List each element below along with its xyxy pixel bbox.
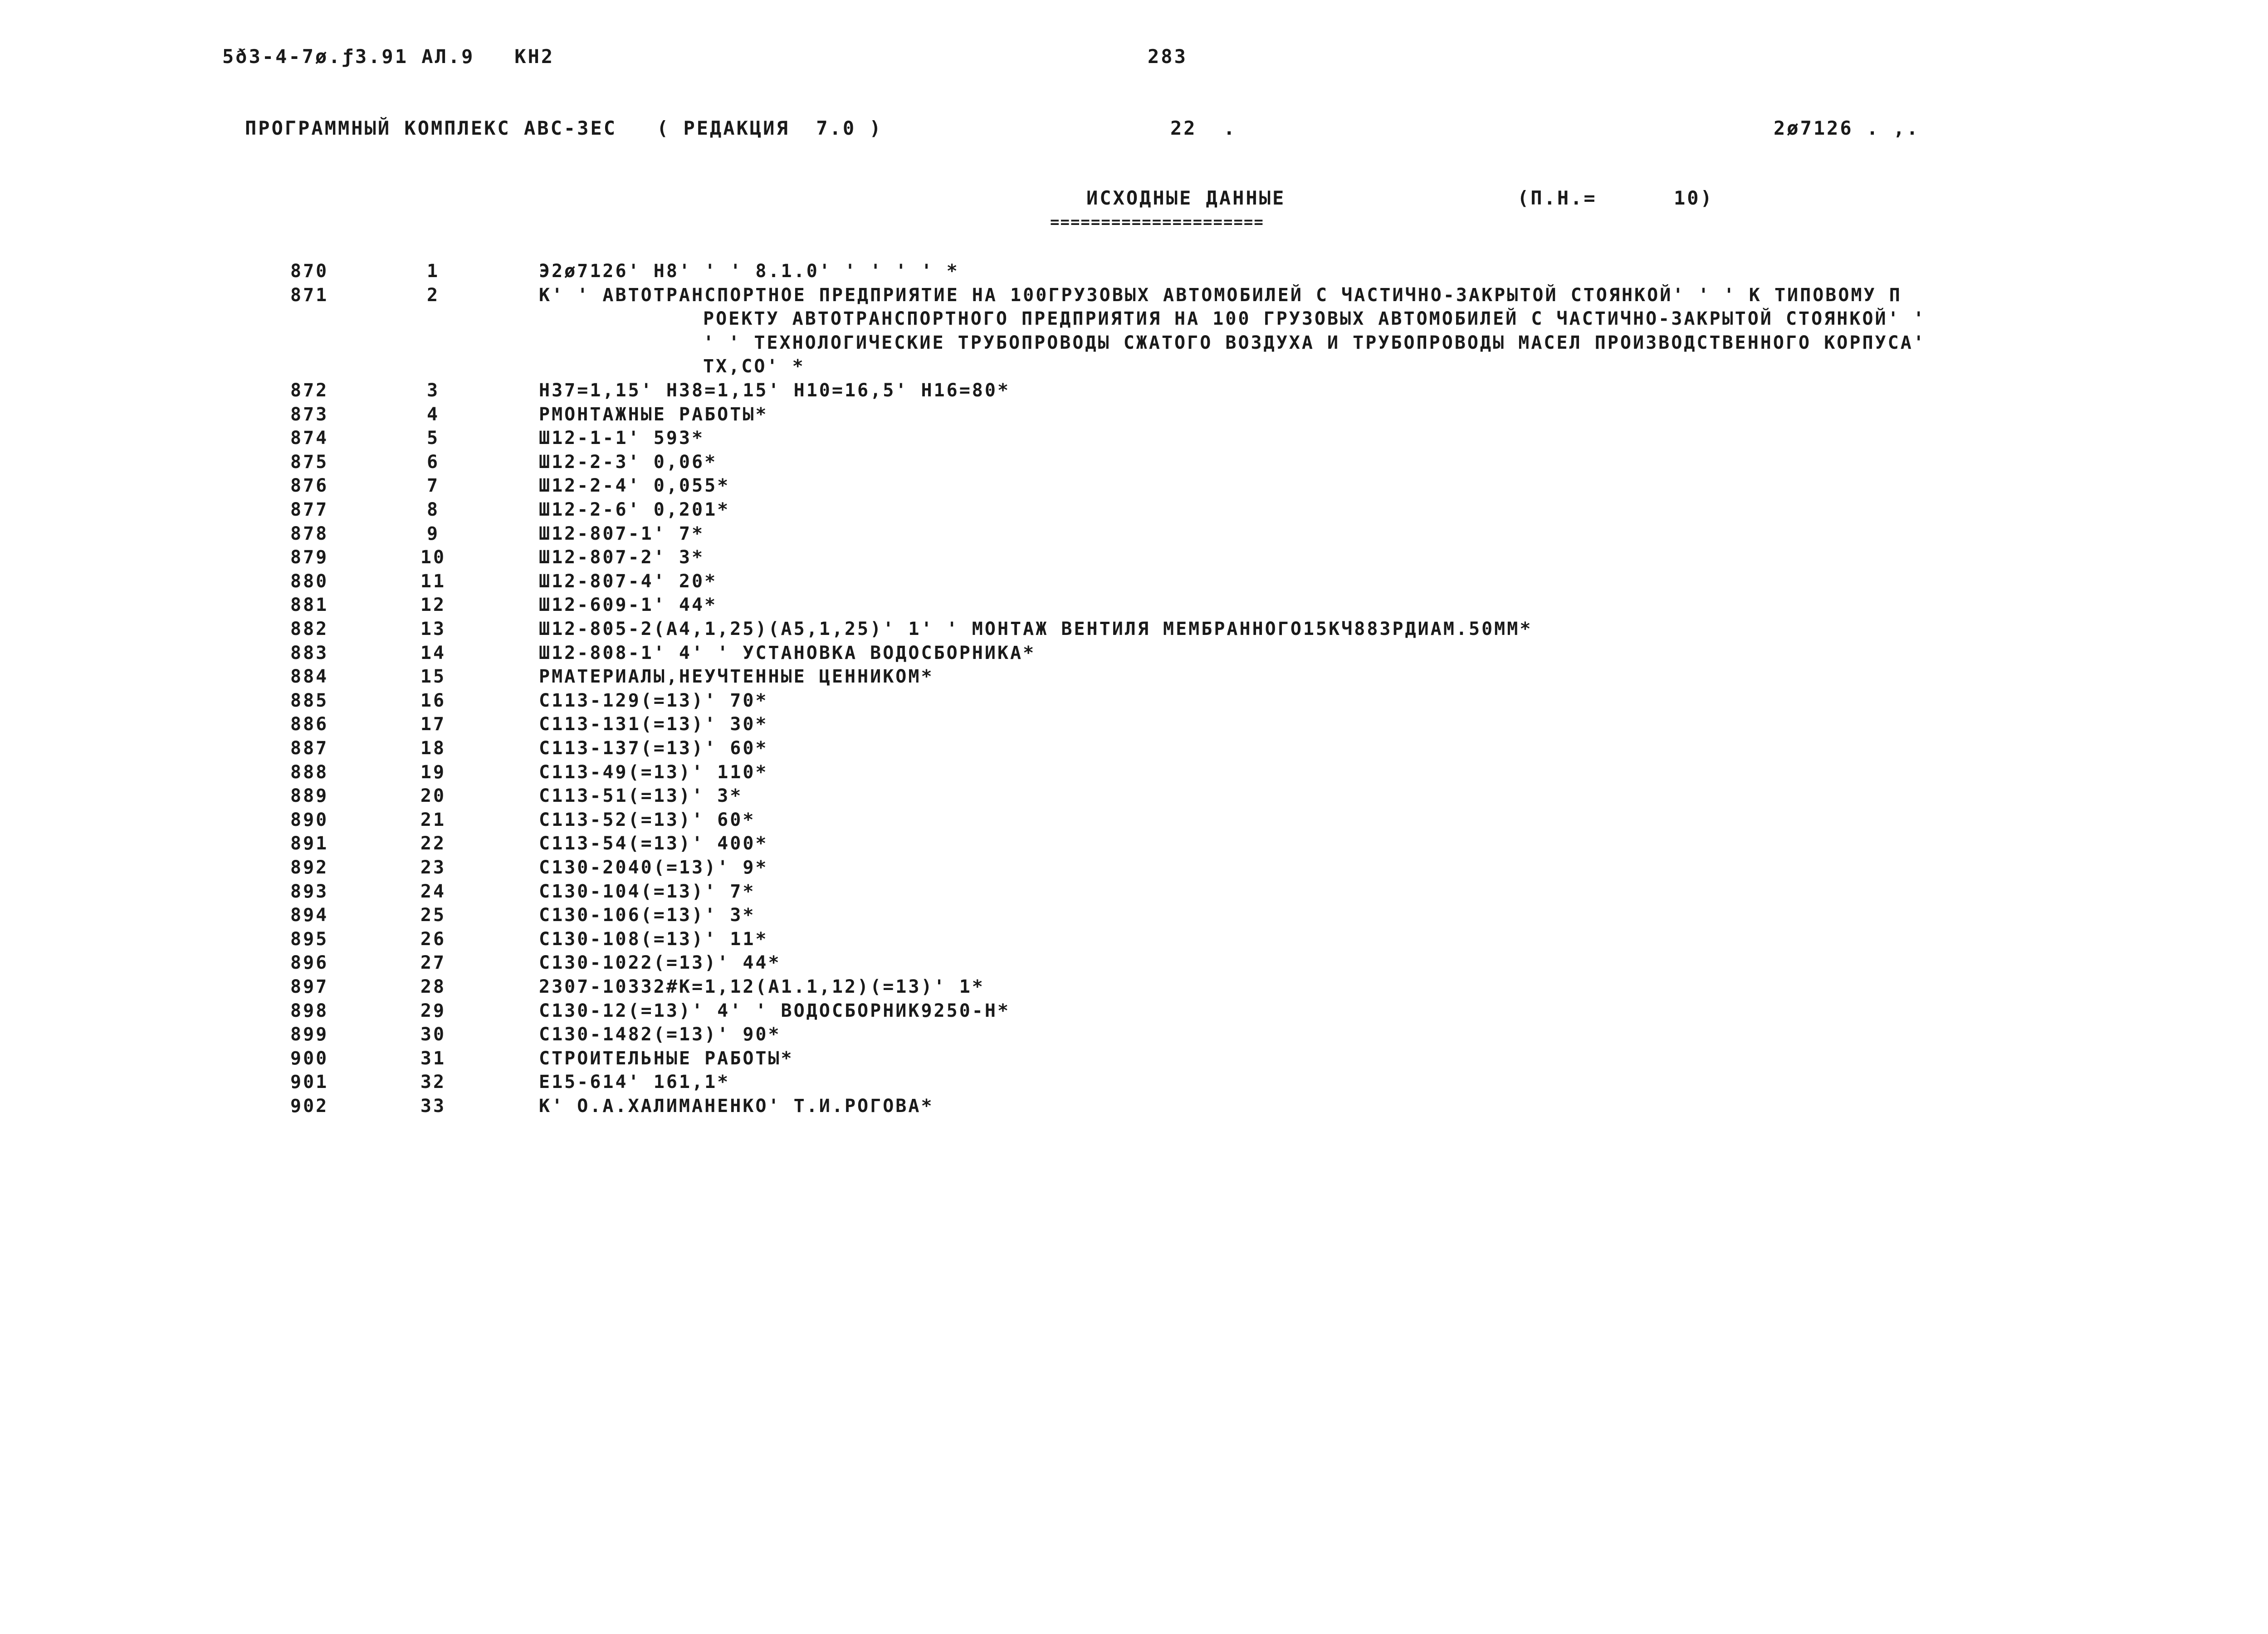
row-line-number: 890 bbox=[290, 810, 329, 830]
row-line-number: 884 bbox=[290, 666, 329, 687]
row-sequence-number: 18 bbox=[420, 738, 446, 759]
row-sequence-number: 3 bbox=[426, 380, 440, 401]
row-sequence-number: 21 bbox=[420, 810, 446, 830]
row-record-text: РМАТЕРИАЛЫ,НЕУЧТЕННЫЕ ЦЕННИКОМ* bbox=[539, 666, 934, 687]
row-sequence-number: 1 bbox=[426, 261, 440, 282]
row-sequence-number: 8 bbox=[426, 499, 440, 520]
row-line-number: 889 bbox=[290, 785, 329, 806]
row-record-text: С113-131(=13)' 30* bbox=[539, 714, 768, 735]
row-line-number: 902 bbox=[290, 1096, 329, 1117]
program-name: ПРОГРАММНЫЙ КОМПЛЕКС АВС-3ЕС ( РЕДАКЦИЯ 7.0 ) bbox=[245, 117, 883, 139]
row-sequence-number: 22 bbox=[420, 833, 446, 854]
row-record-text: Ш12-1-1' 593* bbox=[539, 428, 705, 449]
row-record-text: Н37=1,15' Н38=1,15' Н10=16,5' Н16=80* bbox=[539, 380, 1011, 401]
section-title: ИСХОДНЫЕ ДАННЫЕ bbox=[1086, 187, 1286, 209]
row-line-number: 901 bbox=[290, 1072, 329, 1093]
row-sequence-number: 29 bbox=[420, 1000, 446, 1021]
row-line-number: 875 bbox=[290, 452, 329, 473]
row-sequence-number: 5 bbox=[426, 428, 440, 449]
row-sequence-number: 12 bbox=[420, 595, 446, 615]
row-sequence-number: 16 bbox=[420, 690, 446, 711]
row-record-text: С113-49(=13)' 110* bbox=[539, 762, 768, 783]
row-record-text: Е15-614' 161,1* bbox=[539, 1072, 730, 1093]
row-sequence-number: 24 bbox=[420, 881, 446, 902]
row-record-text: С130-2040(=13)' 9* bbox=[539, 857, 768, 878]
row-line-number: 886 bbox=[290, 714, 329, 735]
job-id: 2ø7126 . ,. bbox=[1774, 117, 1920, 139]
row-sequence-number: 28 bbox=[420, 976, 446, 997]
row-record-text: Ш12-807-1' 7* bbox=[539, 523, 705, 544]
row-line-number: 878 bbox=[290, 523, 329, 544]
row-record-text: К' О.А.ХАЛИМАНЕНКО' Т.И.РОГОВА* bbox=[539, 1096, 934, 1117]
row-sequence-number: 13 bbox=[420, 619, 446, 639]
row-line-number: 877 bbox=[290, 499, 329, 520]
row-line-number: 897 bbox=[290, 976, 329, 997]
row-sequence-number: 25 bbox=[420, 905, 446, 926]
document-code: 5ð3-4-7ø.ƒ3.91 АЛ.9 КН2 bbox=[222, 45, 555, 68]
row-record-text: С113-129(=13)' 70* bbox=[539, 690, 768, 711]
row-record-text: СТРОИТЕЛЬНЫЕ РАБОТЫ* bbox=[539, 1048, 794, 1069]
row-record-text: С113-52(=13)' 60* bbox=[539, 810, 756, 830]
row-line-number: 873 bbox=[290, 404, 329, 425]
row-record-text: РОЕКТУ АВТОТРАНСПОРТНОГО ПРЕДПРИЯТИЯ НА 100 ГРУЗОВЫХ АВТОМОБИЛЕЙ С ЧАСТИЧНО-ЗАКРЫТОЙ СТОЯНКОЙ' ' bbox=[703, 308, 1926, 329]
row-line-number: 876 bbox=[290, 475, 329, 496]
row-line-number: 879 bbox=[290, 547, 329, 568]
row-record-text: С130-104(=13)' 7* bbox=[539, 881, 756, 902]
pn-value: 10) bbox=[1674, 187, 1714, 209]
row-line-number: 883 bbox=[290, 643, 329, 663]
row-line-number: 896 bbox=[290, 952, 329, 973]
row-record-text: 2307-10332#К=1,12(А1.1,12)(=13)' 1* bbox=[539, 976, 985, 997]
row-sequence-number: 14 bbox=[420, 643, 446, 663]
row-record-text: Ш12-807-4' 20* bbox=[539, 571, 718, 592]
row-sequence-number: 20 bbox=[420, 785, 446, 806]
row-line-number: 888 bbox=[290, 762, 329, 783]
row-line-number: 870 bbox=[290, 261, 329, 282]
row-line-number: 881 bbox=[290, 595, 329, 615]
row-sequence-number: 4 bbox=[426, 404, 440, 425]
row-record-text: С113-137(=13)' 60* bbox=[539, 738, 768, 759]
row-record-text: Э2ø7126' Н8' ' ' 8.1.0' ' ' ' ' * bbox=[539, 261, 959, 282]
row-line-number: 899 bbox=[290, 1024, 329, 1045]
row-line-number: 872 bbox=[290, 380, 329, 401]
row-line-number: 891 bbox=[290, 833, 329, 854]
row-record-text: С130-106(=13)' 3* bbox=[539, 905, 756, 926]
row-record-text: РМОНТАЖНЫЕ РАБОТЫ* bbox=[539, 404, 768, 425]
row-line-number: 893 bbox=[290, 881, 329, 902]
row-record-text: ТХ,СО' * bbox=[703, 356, 805, 377]
row-line-number: 885 bbox=[290, 690, 329, 711]
row-record-text: Ш12-2-4' 0,055* bbox=[539, 475, 730, 496]
row-sequence-number: 6 bbox=[426, 452, 440, 473]
row-record-text: С113-51(=13)' 3* bbox=[539, 785, 743, 806]
row-sequence-number: 30 bbox=[420, 1024, 446, 1045]
row-sequence-number: 2 bbox=[426, 285, 440, 306]
row-sequence-number: 23 bbox=[420, 857, 446, 878]
row-line-number: 900 bbox=[290, 1048, 329, 1069]
row-line-number: 882 bbox=[290, 619, 329, 639]
row-sequence-number: 32 bbox=[420, 1072, 446, 1093]
row-sequence-number: 10 bbox=[420, 547, 446, 568]
row-record-text: Ш12-2-6' 0,201* bbox=[539, 499, 730, 520]
row-record-text: С130-1022(=13)' 44* bbox=[539, 952, 781, 973]
row-record-text: С130-12(=13)' 4' ' ВОДОСБОРНИК9250-Н* bbox=[539, 1000, 1011, 1021]
row-record-text: С130-1482(=13)' 90* bbox=[539, 1024, 781, 1045]
row-record-text: Ш12-2-3' 0,06* bbox=[539, 452, 718, 473]
pn-label: (П.Н.= bbox=[1517, 187, 1597, 209]
row-record-text: С113-54(=13)' 400* bbox=[539, 833, 768, 854]
row-sequence-number: 17 bbox=[420, 714, 446, 735]
row-line-number: 874 bbox=[290, 428, 329, 449]
row-record-text: К' ' АВТОТРАНСПОРТНОЕ ПРЕДПРИЯТИЕ НА 100ГРУЗОВЫХ АВТОМОБИЛЕЙ С ЧАСТИЧНО-ЗАКРЫТОЙ СТОЯНКОЙ' ' ' К ТИПОВОМУ П bbox=[539, 285, 1902, 306]
row-sequence-number: 11 bbox=[420, 571, 446, 592]
row-sequence-number: 26 bbox=[420, 929, 446, 950]
row-line-number: 892 bbox=[290, 857, 329, 878]
row-sequence-number: 33 bbox=[420, 1096, 446, 1117]
page-number: 283 bbox=[1148, 45, 1188, 68]
row-line-number: 887 bbox=[290, 738, 329, 759]
row-sequence-number: 9 bbox=[426, 523, 440, 544]
sheet-number: 22 . bbox=[1170, 117, 1237, 139]
row-sequence-number: 31 bbox=[420, 1048, 446, 1069]
row-record-text: Ш12-807-2' 3* bbox=[539, 547, 705, 568]
row-record-text: Ш12-609-1' 44* bbox=[539, 595, 718, 615]
row-sequence-number: 19 bbox=[420, 762, 446, 783]
section-title-underline: ===================== bbox=[1050, 213, 1264, 231]
row-record-text: Ш12-805-2(А4,1,25)(А5,1,25)' 1' ' МОНТАЖ ВЕНТИЛЯ МЕМБРАННОГО15КЧ883РДИАМ.50ММ* bbox=[539, 619, 1533, 639]
row-line-number: 894 bbox=[290, 905, 329, 926]
row-record-text: С130-108(=13)' 11* bbox=[539, 929, 768, 950]
row-line-number: 898 bbox=[290, 1000, 329, 1021]
row-line-number: 880 bbox=[290, 571, 329, 592]
row-record-text: ' ' ТЕХНОЛОГИЧЕСКИЕ ТРУБОПРОВОДЫ СЖАТОГО ВОЗДУХА И ТРУБОПРОВОДЫ МАСЕЛ ПРОИЗВОДСТВЕННОГО КОРПУСА' bbox=[703, 332, 1926, 353]
row-sequence-number: 15 bbox=[420, 666, 446, 687]
row-record-text: Ш12-808-1' 4' ' УСТАНОВКА ВОДОСБОРНИКА* bbox=[539, 643, 1036, 663]
row-sequence-number: 27 bbox=[420, 952, 446, 973]
row-line-number: 895 bbox=[290, 929, 329, 950]
row-sequence-number: 7 bbox=[426, 475, 440, 496]
row-line-number: 871 bbox=[290, 285, 329, 306]
